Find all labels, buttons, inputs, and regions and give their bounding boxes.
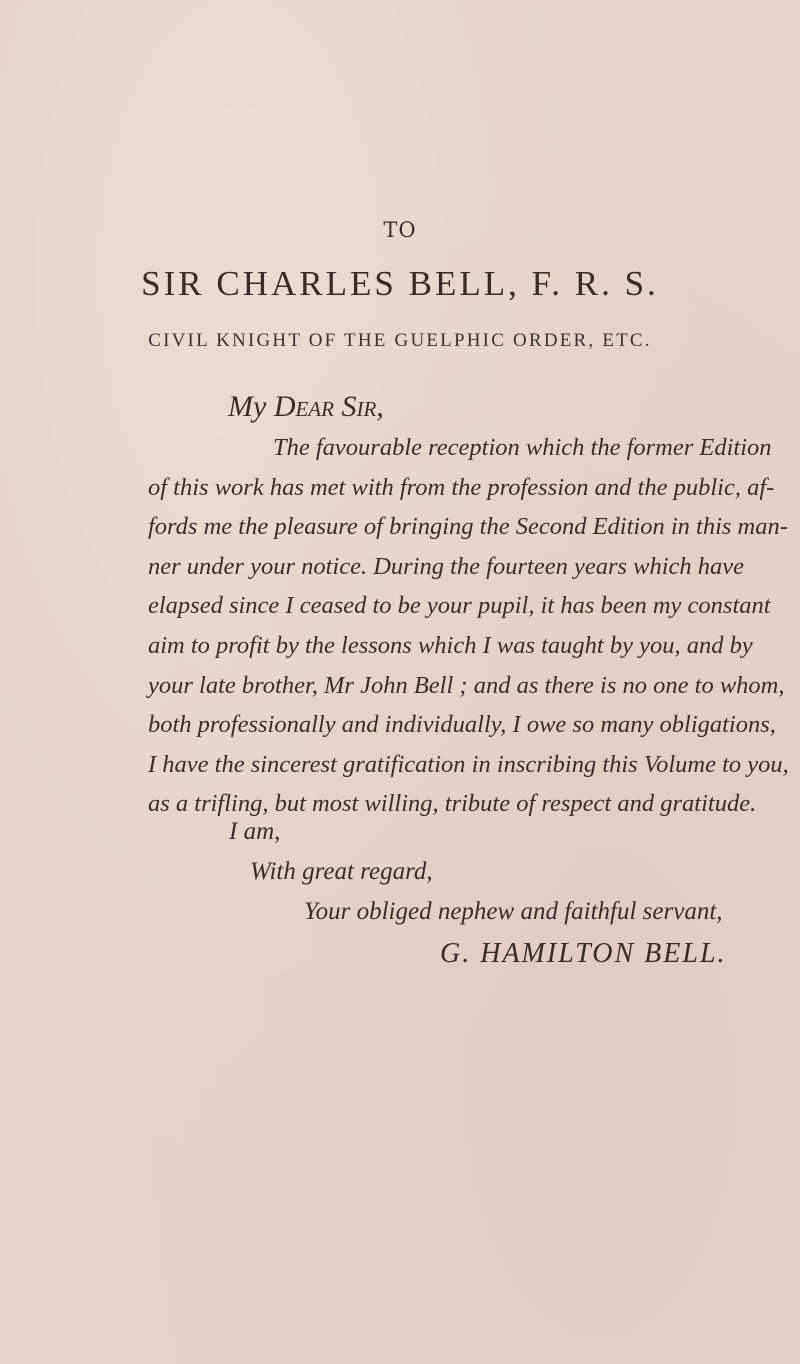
body-line: of this work has met with from the profession and the public, af- [148, 473, 775, 501]
dedicatee-name: SIR CHARLES BELL, F. R. S. [141, 264, 659, 303]
body-line: your late brother, Mr John Bell ; and as there is no one to whom, [148, 671, 785, 699]
signature: G. HAMILTON BELL. [440, 938, 727, 969]
body-line: both professionally and individually, I owe so many obligations, [148, 711, 776, 739]
salutation-suffix: , [376, 390, 384, 423]
closing-line-3: Your obliged nephew and faithful servant, [304, 898, 723, 925]
body-line: elapsed since I ceased to be your pupil, it has been my constant [148, 592, 771, 620]
dedicatee-title: CIVIL KNIGHT OF THE GUELPHIC ORDER, ETC. [148, 330, 652, 351]
salutation-prefix: My [228, 390, 274, 423]
body-line: ner under your notice. During the fourteen years which have [148, 552, 745, 580]
dedication-body [148, 428, 789, 824]
salutation-name: Dear Sir [273, 390, 377, 423]
dedication-to: TO [383, 218, 417, 242]
closing-line-1: I am, [229, 818, 281, 845]
body-line: I have the sincerest gratification in inscribing this Volume to you, [148, 750, 789, 778]
salutation [228, 390, 384, 424]
body-line: The favourable reception which the former Edition [273, 434, 772, 461]
body-line: aim to profit by the lessons which I was taught by you, and by [148, 631, 753, 659]
body-line: as a trifling, but most willing, tribute of respect and gratitude. [148, 790, 757, 818]
body-line: fords me the pleasure of bringing the Second Edition in this man- [148, 513, 788, 541]
closing-line-2: With great regard, [250, 858, 433, 885]
